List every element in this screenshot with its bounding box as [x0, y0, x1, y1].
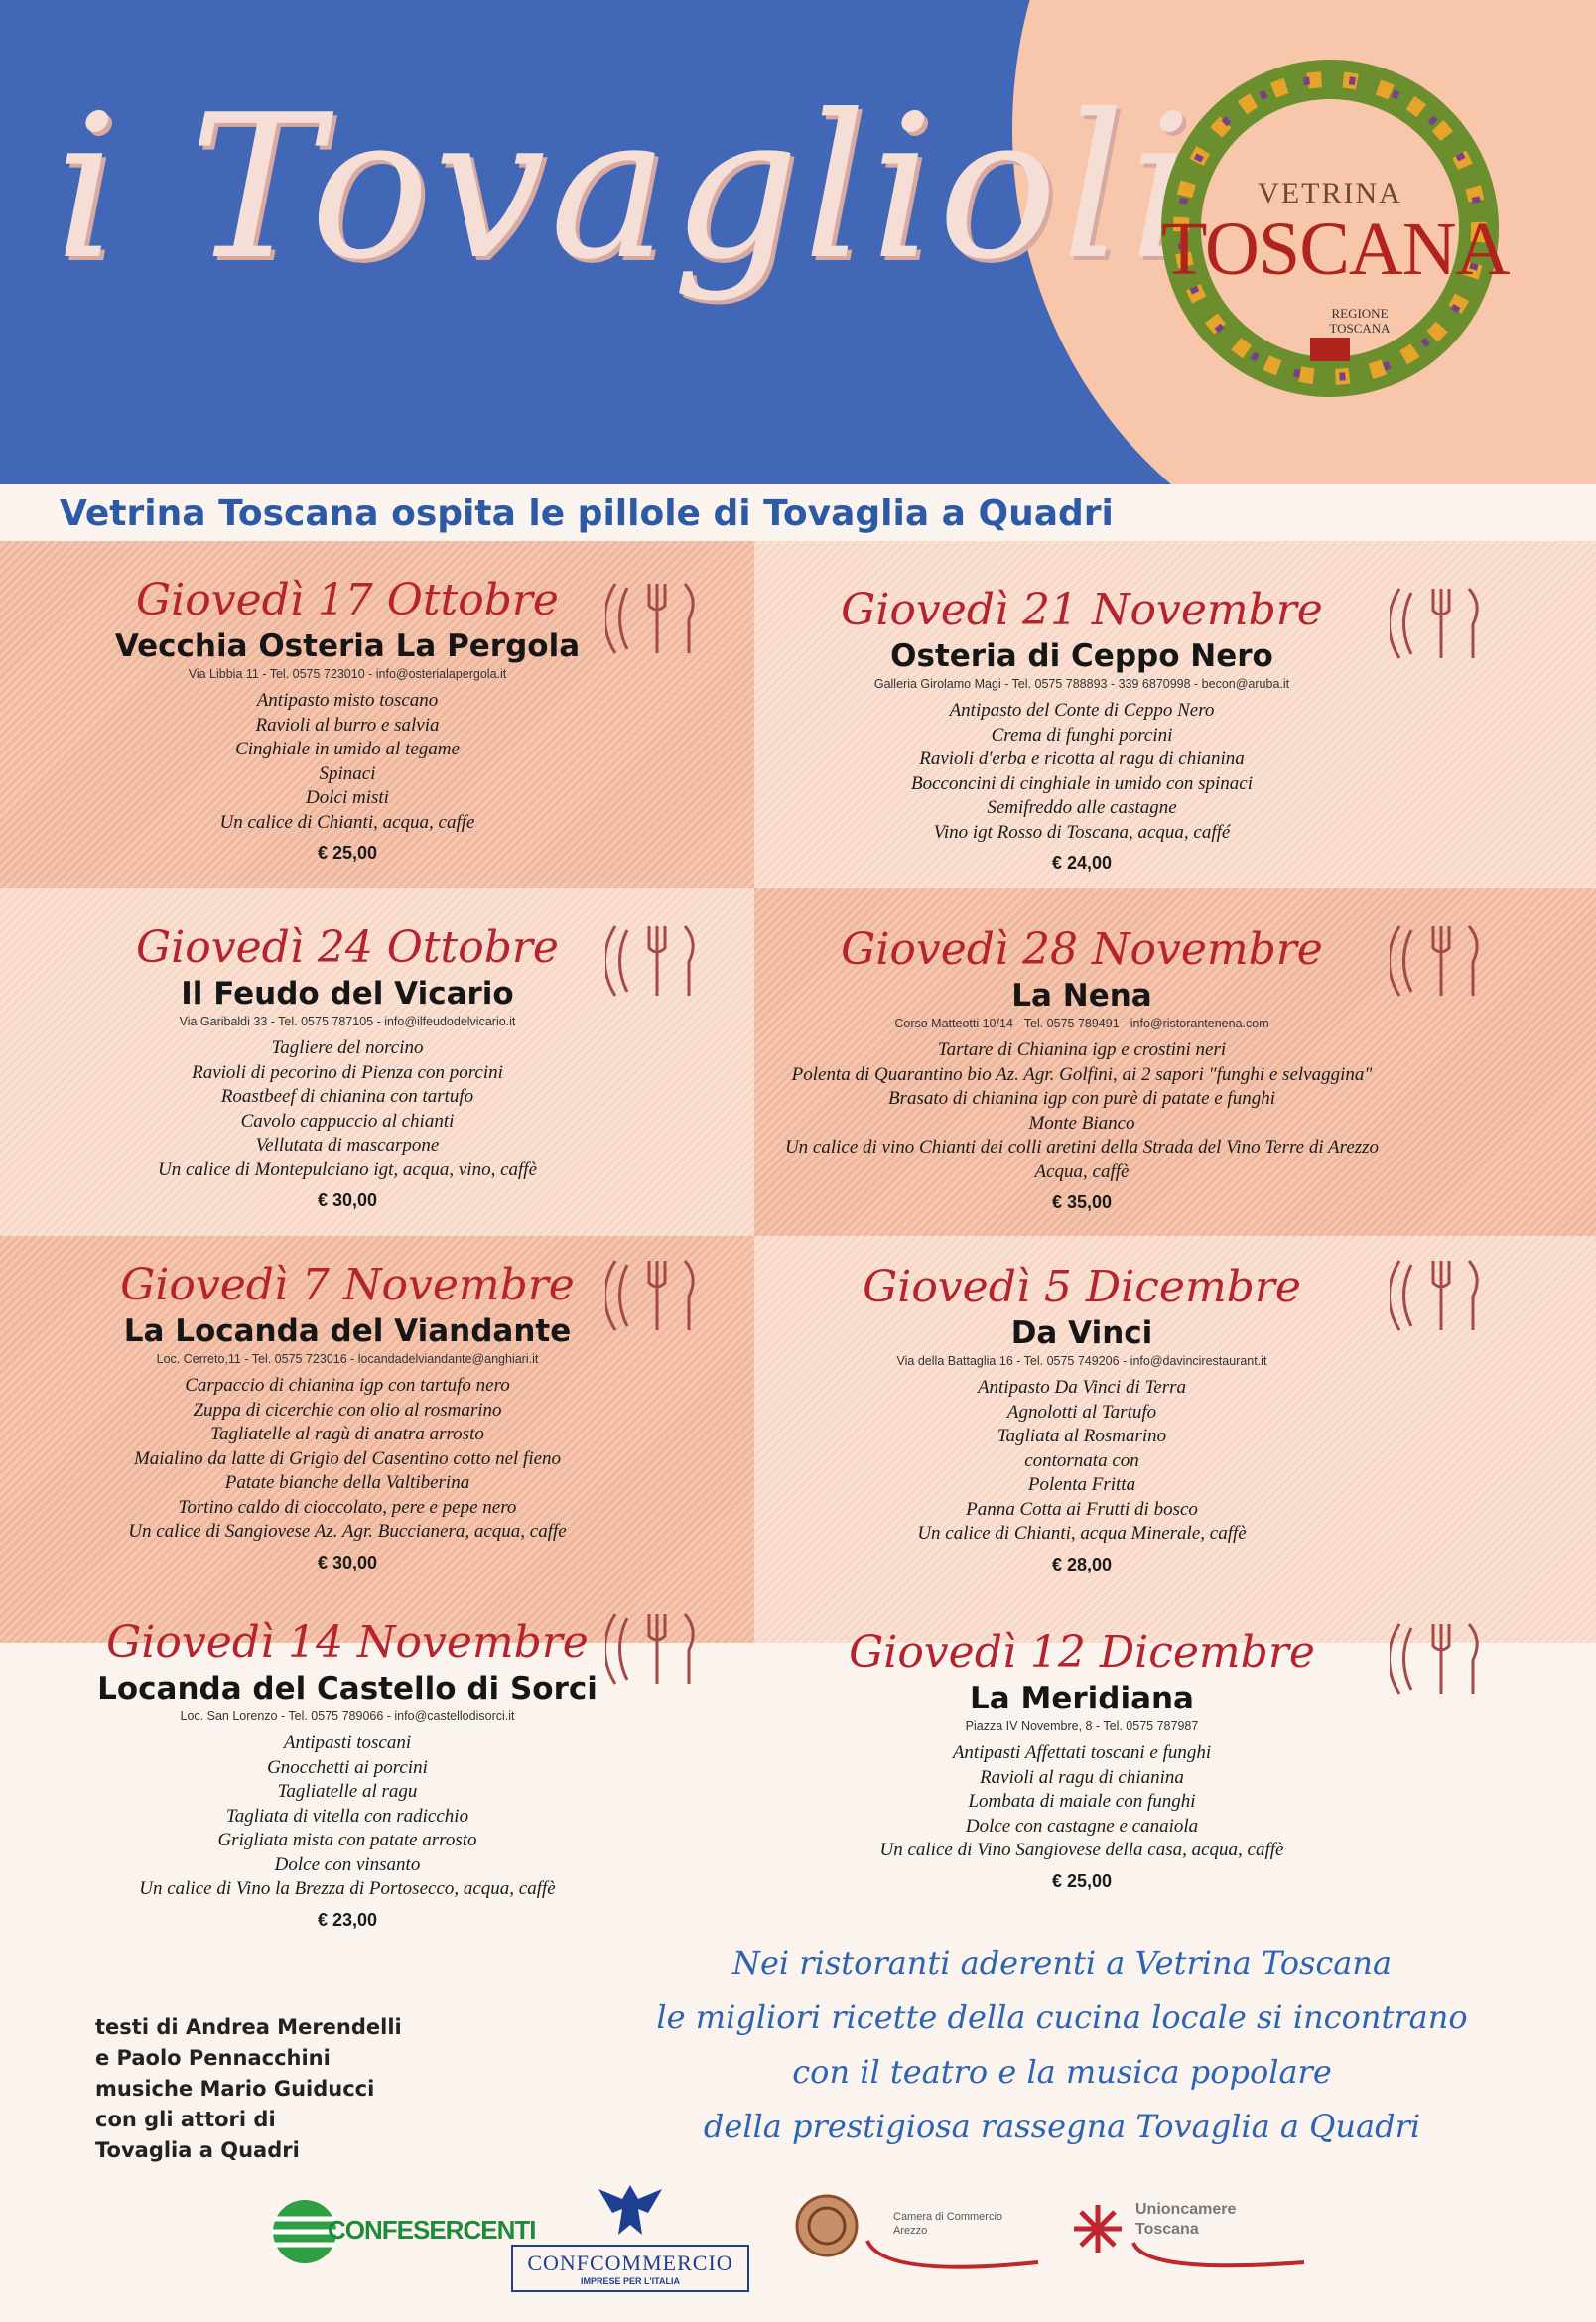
menu-item: Antipasti Affettati toscani e funghi — [952, 1742, 1212, 1763]
menu-item: Agnolotti al Tartufo — [1006, 1401, 1157, 1423]
restaurant-address: Loc. San Lorenzo - Tel. 0575 789066 - info@castellodisorci.it — [180, 1709, 515, 1723]
restaurant-name: La Locanda del Viandante — [123, 1313, 572, 1349]
menu-price: € 23,00 — [317, 1909, 378, 1930]
restaurant-address: Corso Matteotti 10/14 - Tel. 0575 789491 - info@ristorantenena.com — [894, 1017, 1269, 1030]
menu-item: Bocconcini di cinghiale in umido con spinaci — [910, 772, 1254, 794]
event-block — [40, 1616, 655, 1932]
seal-icon — [794, 2193, 860, 2258]
menu-item: Tagliata al Rosmarino — [997, 1426, 1167, 1446]
vetrina-toscana-logo — [1161, 60, 1510, 397]
plate-cutlery-icon — [1390, 1253, 1489, 1338]
restaurant-name: La Nena — [1011, 978, 1152, 1014]
menu-item: Carpaccio di chianina igp con tartufo nero — [185, 1375, 510, 1396]
menu-list — [40, 689, 655, 835]
poster-subtitle: Vetrina Toscana ospita le pillole di Tovaglia a Quadri — [60, 493, 1114, 534]
menu-item: Panna Cotta ai Frutti di bosco — [966, 1498, 1198, 1520]
event-date: Giovedì 7 Novembre — [120, 1260, 575, 1310]
confcommercio-subtext: IMPRESE PER L'ITALIA — [581, 2276, 680, 2286]
note-line: della prestigiosa rassegna Tovaglia a Quadri — [703, 2108, 1421, 2145]
eagle-icon — [591, 2179, 670, 2239]
menu-item: Tagliere del norcino — [271, 1037, 424, 1058]
union-line-1: Unioncamere — [1135, 2201, 1237, 2218]
confcommercio-text: CONFCOMMERCIO — [527, 2251, 733, 2275]
event-date: Giovedì 5 Dicembre — [863, 1262, 1301, 1312]
menu-item: Vellutata di mascarpone — [255, 1135, 440, 1156]
menu-item: Tagliatelle al ragù di anatra arrosto — [210, 1424, 484, 1444]
restaurant-address: Via della Battaglia 16 - Tel. 0575 749206 - info@davincirestaurant.it — [896, 1354, 1267, 1368]
menu-item: Roastbeef di chianina con tartufo — [220, 1086, 474, 1107]
handwritten-note — [556, 1936, 1568, 2154]
poster-title: i Tovaglioli — [55, 72, 1197, 304]
event-block — [774, 1626, 1390, 1893]
menu-item: Ravioli al ragu di chianina — [980, 1766, 1184, 1788]
credit-line: e Paolo Pennacchini — [95, 2046, 331, 2070]
restaurant-address: Loc. Cerreto,11 - Tel. 0575 723016 - locandadelviandante@anghiari.it — [156, 1352, 539, 1366]
menu-item: Lombata di maiale con funghi — [968, 1791, 1196, 1812]
menu-price: € 35,00 — [1051, 1192, 1113, 1212]
menu-item: Semifreddo alle castagne — [987, 797, 1177, 818]
event-block — [774, 584, 1390, 875]
plate-cutlery-icon — [605, 1606, 705, 1692]
menu-item: Tartare di Chianina igp e crostini neri — [937, 1039, 1227, 1060]
menu-price: € 30,00 — [317, 1190, 378, 1210]
menu-item: Antipasto misto toscano — [256, 690, 439, 711]
menu-item: Un calice di Montepulciano igt, acqua, vino, caffè — [157, 1159, 537, 1180]
menu-item: Un calice di Vino Sangiovese della casa, acqua, caffè — [879, 1840, 1284, 1860]
menu-list — [774, 699, 1390, 845]
credits — [95, 2012, 433, 2166]
restaurant-address: Piazza IV Novembre, 8 - Tel. 0575 787987 — [965, 1719, 1199, 1733]
confesercenti-logo — [270, 2197, 536, 2266]
menu-item: Crema di funghi porcini — [991, 724, 1173, 746]
plate-cutlery-icon — [605, 1253, 705, 1338]
plate-cutlery-icon — [1390, 918, 1489, 1004]
menu-item: Un calice di Sangiovese Az. Agr. Buccianera, acqua, caffe — [128, 1521, 567, 1542]
menu-item: Cinghiale in umido al tegame — [235, 739, 460, 759]
menu-item: contornata con — [1024, 1449, 1139, 1471]
menu-price: € 30,00 — [317, 1552, 378, 1572]
menu-item: Dolce con vinsanto — [274, 1853, 421, 1875]
sponsor-bar — [0, 2179, 1596, 2298]
camera-line-2: Arezzo — [893, 2225, 928, 2237]
event-date: Giovedì 17 Ottobre — [136, 575, 559, 625]
menu-item: Dolci misti — [306, 787, 389, 808]
note-line: con il teatro e la musica popolare — [792, 2053, 1332, 2091]
menu-item: Gnocchetti ai porcini — [267, 1756, 428, 1778]
menu-list — [40, 1731, 655, 1902]
menu-list — [774, 1038, 1390, 1184]
restaurant-name: Il Feudo del Vicario — [181, 976, 514, 1012]
menu-item: Un calice di vino Chianti dei colli aretini della Strada del Vino Terre di Arezzo — [784, 1137, 1380, 1158]
menu-item: Patate bianche della Valtiberina — [224, 1472, 470, 1493]
menu-price: € 24,00 — [1051, 853, 1113, 873]
menu-item: Ravioli di pecorino di Pienza con porcini — [192, 1061, 503, 1083]
menu-item: Spinaci — [319, 762, 376, 784]
menu-list — [40, 1036, 655, 1182]
camera-commercio-logo — [794, 2193, 1052, 2282]
menu-item: Un calice di Chianti, acqua Minerale, caffè — [917, 1523, 1247, 1544]
confcommercio-logo — [511, 2179, 749, 2296]
menu-price: € 25,00 — [317, 843, 378, 863]
event-date: Giovedì 28 Novembre — [841, 924, 1323, 975]
confesercenti-text: CONFESERCENTI — [328, 2215, 536, 2245]
menu-item: Un calice di Vino la Brezza di Portosecco, acqua, caffè — [139, 1878, 556, 1899]
event-block — [774, 923, 1390, 1214]
menu-price: € 25,00 — [1051, 1870, 1113, 1891]
event-date: Giovedì 24 Ottobre — [136, 922, 559, 973]
event-date: Giovedì 14 Novembre — [106, 1617, 589, 1668]
note-line: le migliori ricette della cucina locale si incontrano — [656, 1998, 1468, 2036]
menu-item: Tagliata di vitella con radicchio — [225, 1805, 469, 1827]
swoosh-icon — [864, 2233, 1042, 2282]
menu-list — [774, 1741, 1390, 1863]
restaurant-name: Da Vinci — [1010, 1315, 1153, 1351]
menu-item: Dolce con castagne e canaiola — [965, 1815, 1199, 1837]
event-block — [40, 1259, 655, 1574]
credit-line: musiche Mario Guiducci — [95, 2077, 375, 2101]
menu-list — [40, 1374, 655, 1545]
event-block — [40, 921, 655, 1212]
restaurant-name: Vecchia Osteria La Pergola — [114, 628, 581, 664]
plate-cutlery-icon — [1390, 581, 1489, 666]
star-icon — [1070, 2201, 1126, 2256]
restaurant-name: Osteria di Ceppo Nero — [890, 638, 1273, 674]
menu-item: Acqua, caffè — [1034, 1161, 1130, 1182]
union-swoosh-icon — [1130, 2239, 1308, 2278]
note-line: Nei ristoranti aderenti a Vetrina Toscana — [732, 1944, 1393, 1981]
menu-price: € 28,00 — [1051, 1554, 1113, 1574]
menu-item: Cavolo cappuccio al chianti — [240, 1110, 455, 1132]
credit-line: testi di Andrea Merendelli — [95, 2015, 402, 2039]
restaurant-address: Galleria Girolamo Magi - Tel. 0575 788893 - 339 6870998 - becon@aruba.it — [873, 677, 1290, 691]
credit-line: con gli attori di — [95, 2108, 276, 2131]
restaurant-name: Locanda del Castello di Sorci — [97, 1671, 598, 1707]
menu-list — [774, 1376, 1390, 1547]
menu-item: Antipasto Da Vinci di Terra — [977, 1377, 1187, 1398]
menu-item: Zuppa di cicerchie con olio al rosmarino — [193, 1399, 502, 1421]
regione-badge — [1300, 306, 1419, 336]
menu-item: Tortino caldo di cioccolato, pere e pepe nero — [178, 1496, 517, 1518]
logo-toscana-text: TOSCANA — [1161, 207, 1510, 291]
menu-item: Ravioli al burro e salvia — [255, 714, 440, 736]
unioncamere-logo — [1070, 2193, 1308, 2282]
plate-cutlery-icon — [1390, 1616, 1489, 1702]
regione-line-1: REGIONE — [1331, 306, 1389, 321]
menu-item: Antipasti toscani — [283, 1732, 412, 1753]
header-banner — [0, 0, 1596, 484]
menu-item: Polenta Fritta — [1027, 1474, 1136, 1495]
event-block — [40, 574, 655, 865]
menu-item: Maialino da latte di Grigio del Casentino cotto nel fieno — [133, 1447, 562, 1469]
restaurant-address: Via Libbia 11 - Tel. 0575 723010 - info@osterialapergola.it — [188, 667, 507, 681]
menu-item: Grigliata mista con patate arrosto — [217, 1830, 477, 1850]
union-line-2: Toscana — [1135, 2221, 1199, 2238]
menu-item: Un calice di Chianti, acqua, caffe — [219, 811, 475, 833]
menu-item: Polenta di Quarantino bio Az. Agr. Golfini, ai 2 sapori "funghi e selvaggina" — [791, 1063, 1373, 1085]
plate-cutlery-icon — [605, 918, 705, 1004]
menu-item: Antipasto del Conte di Ceppo Nero — [949, 700, 1215, 721]
event-block — [774, 1261, 1390, 1576]
menu-item: Vino igt Rosso di Toscana, acqua, caffé — [933, 821, 1231, 843]
event-date: Giovedì 21 Novembre — [841, 585, 1323, 635]
menu-item: Brasato di chianina igp con purè di patate e funghi — [888, 1088, 1275, 1109]
menu-item: Tagliatelle al ragu — [277, 1781, 418, 1802]
restaurant-address: Via Garibaldi 33 - Tel. 0575 787105 - info@ilfeudodelvicario.it — [179, 1015, 516, 1028]
plate-cutlery-icon — [605, 576, 705, 661]
regione-line-2: TOSCANA — [1329, 321, 1391, 336]
credit-line: Tovaglia a Quadri — [95, 2138, 300, 2162]
camera-line-1: Camera di Commercio — [893, 2211, 1003, 2223]
logo-vetrina-text: VETRINA — [1258, 177, 1402, 209]
restaurant-name: La Meridiana — [970, 1681, 1194, 1716]
menu-item: Monte Bianco — [1028, 1112, 1135, 1134]
menu-item: Ravioli d'erba e ricotta al ragu di chianina — [919, 749, 1245, 769]
event-date: Giovedì 12 Dicembre — [849, 1627, 1315, 1678]
